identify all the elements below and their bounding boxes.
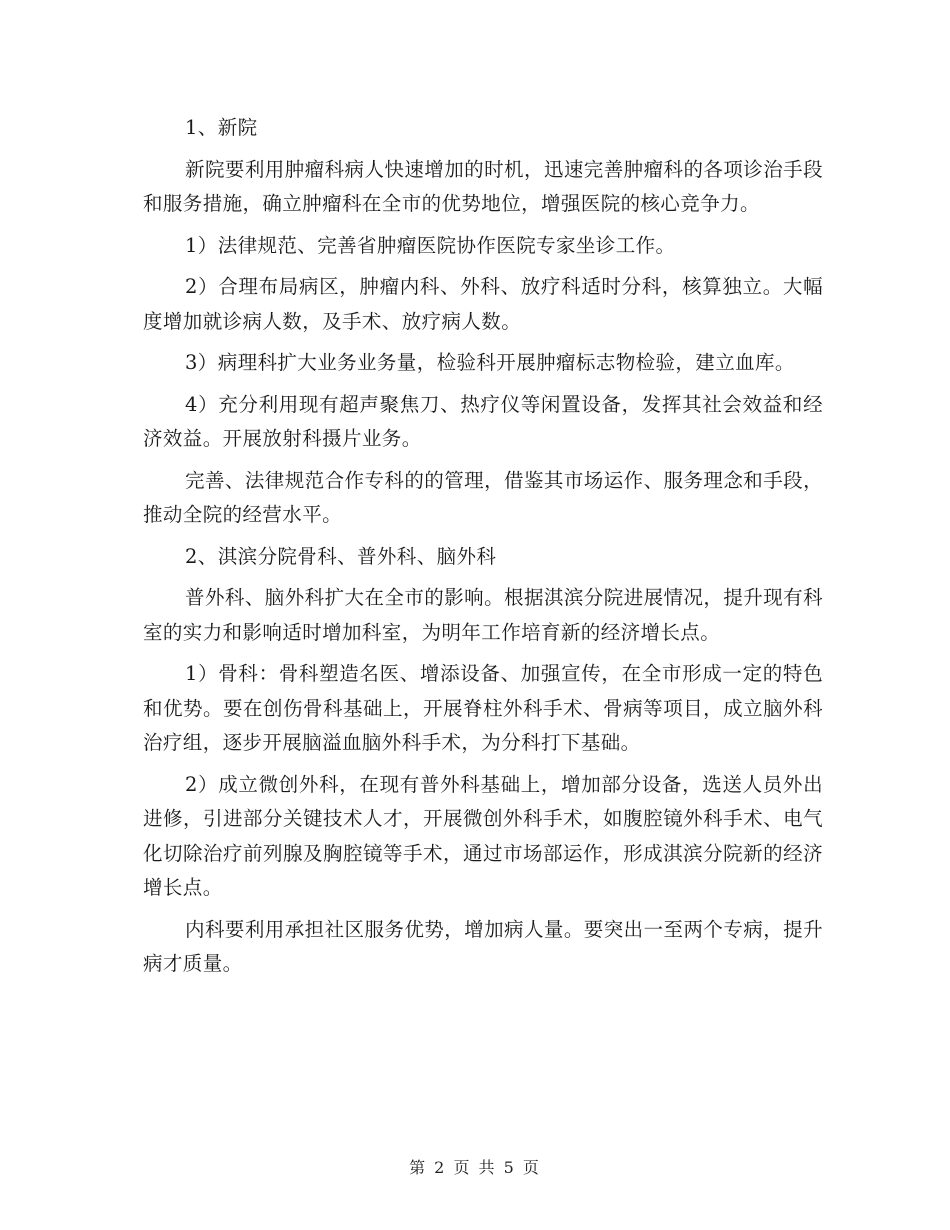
document-body: [143, 111, 823, 989]
section-heading-qibin-branch: 2、淇滨分院骨科、普外科、脑外科: [185, 544, 497, 568]
list-item: 1）骨科：骨科塑造名医、增添设备、加强宣传，在全市形成一定的特色和优势。要在创伤骨科基础上，开展脊柱外科手术、骨病等项目，成立脑外科治疗组，逐步开展脑溢血脑外科手术，为分科打下基础。: [143, 662, 823, 754]
paragraph: 新院要利用肿瘤科病人快速增加的时机，迅速完善肿瘤科的各项诊治手段和服务措施，确立肿瘤科在全市的优势地位，增强医院的核心竞争力。: [143, 157, 823, 215]
section-heading-new-hospital: 1、新院: [185, 116, 258, 139]
list-item: 1）法律规范、完善省肿瘤医院协作医院专家坐诊工作。: [185, 233, 676, 257]
paragraph: 内科要利用承担社区服务优势，增加病人量。要突出一至两个专病，提升病才质量。: [143, 917, 823, 975]
paragraph: 普外科、脑外科扩大在全市的影响。根据淇滨分院进展情况，提升现有科室的实力和影响适时增加科室，为明年工作培育新的经济增长点。: [143, 586, 823, 644]
list-item: 3）病理科扩大业务业务量，检验科开展肿瘤标志物检验，建立血库。: [185, 351, 795, 374]
list-item: 4）充分利用现有超声聚焦刀、热疗仪等闲置设备，发挥其社会效益和经济效益。开展放射科摄片业务。: [143, 392, 823, 450]
list-item: 2）合理布局病区，肿瘤内科、外科、放疗科适时分科，核算独立。大幅度增加就诊病人数，及手术、放疗病人数。: [143, 275, 823, 333]
page-number-footer: 第 2 页 共 5 页: [409, 1158, 541, 1177]
list-item: 2）成立微创外科，在现有普外科基础上，增加部分设备，选送人员外出进修，引进部分关键技术人才，开展微创外科手术，如腹腔镜外科手术、电气化切除治疗前列腺及胸腔镜等手术，通过市场部运作，形成淇滨分院新的经济增长点。: [143, 772, 823, 899]
paragraph: 完善、法律规范合作专科的的管理，借鉴其市场运作、服务理念和手段，推动全院的经营水平。: [143, 468, 823, 526]
